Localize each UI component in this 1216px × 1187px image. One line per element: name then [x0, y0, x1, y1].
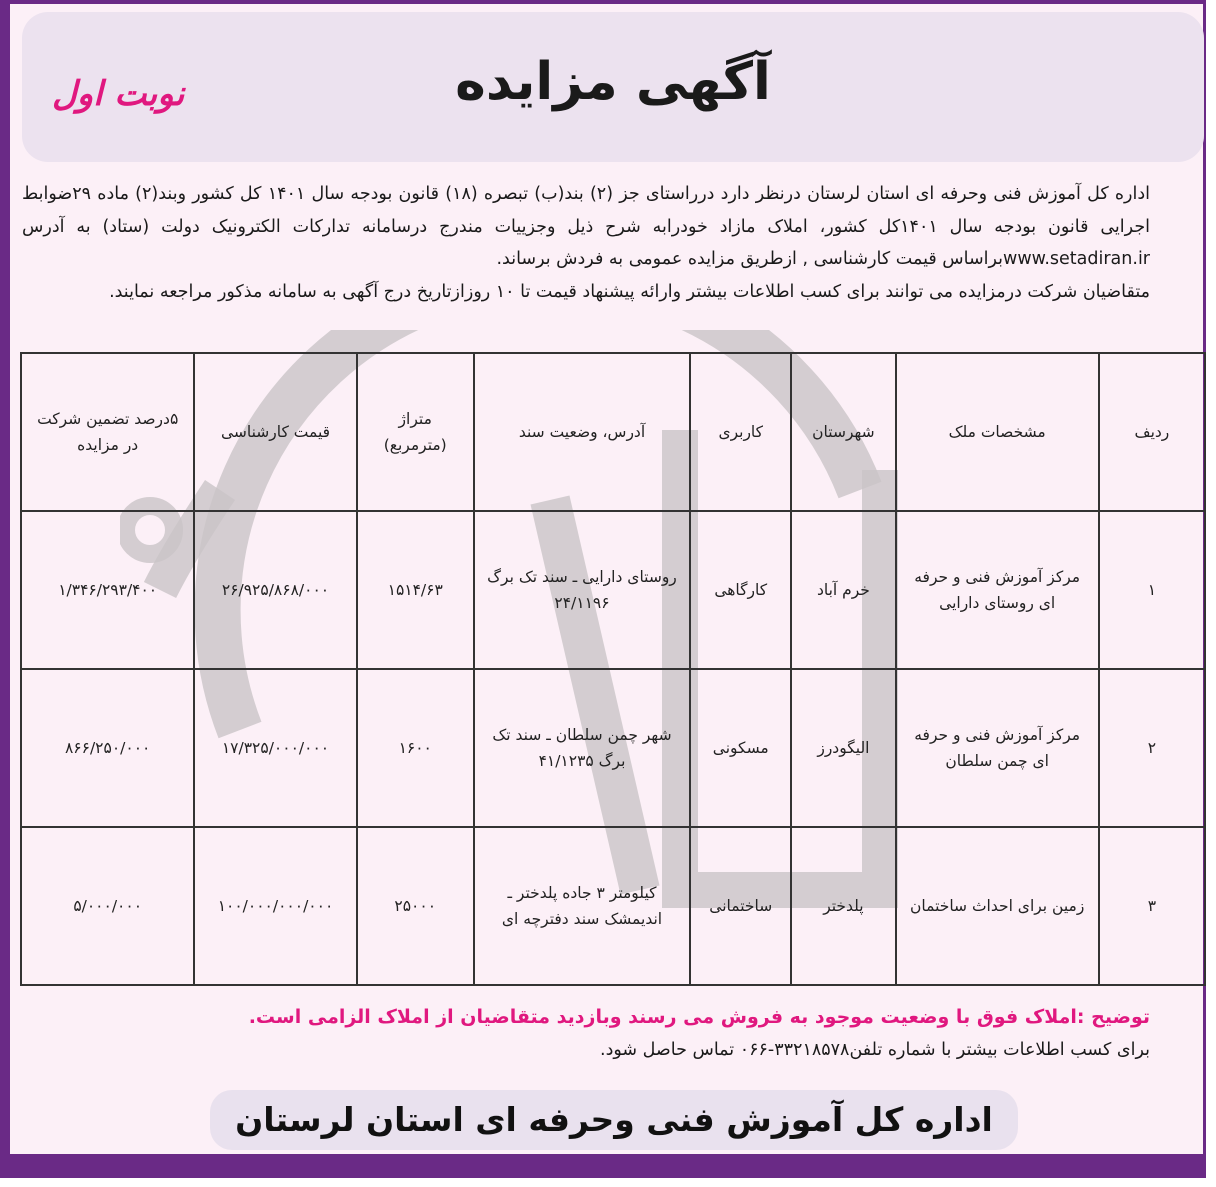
table-row [21, 669, 1205, 827]
cell-row-number: ۱ [1099, 511, 1205, 669]
header-city: شهرستان [791, 353, 895, 511]
cell-property: مرکز آموزش فنی و حرفه ای روستای دارایی [896, 511, 1099, 669]
cell-row-number: ۳ [1099, 827, 1205, 985]
cell-address: کیلومتر ۳ جاده پلدختر ـ اندیمشک سند دفترچه ای [474, 827, 690, 985]
organization-footer: اداره کل آموزش فنی وحرفه ای استان لرستان [210, 1090, 1018, 1150]
cell-deposit: ۵/۰۰۰/۰۰۰ [21, 827, 194, 985]
header-property: مشخصات ملک [896, 353, 1099, 511]
header-usage: کاربری [690, 353, 791, 511]
cell-price: ۱۷/۳۲۵/۰۰۰/۰۰۰ [194, 669, 356, 827]
cell-usage: مسکونی [690, 669, 791, 827]
cell-property: زمین برای احداث ساختمان [896, 827, 1099, 985]
header-row-number: ردیف [1099, 353, 1205, 511]
cell-area: ۱۶۰۰ [357, 669, 474, 827]
cell-property: مرکز آموزش فنی و حرفه ای چمن سلطان [896, 669, 1099, 827]
note-text: توضیح :املاک فوق با وضعیت موجود به فروش می رسند وبازدید متقاضیان از املاک الزامی است. [248, 1006, 1150, 1028]
header-address: آدرس، وضعیت سند [474, 353, 690, 511]
contact-text: برای کسب اطلاعات بیشتر با شماره تلفن۳۳۲۱۸۵۷۸-۰۶۶ تماس حاصل شود. [600, 1040, 1150, 1060]
ad-header [22, 12, 1204, 162]
header-deposit: ۵درصد تضمین شرکت در مزایده [21, 353, 194, 511]
cell-usage: ساختمانی [690, 827, 791, 985]
ad-title: آگهی مزایده [455, 52, 771, 112]
intro-paragraph-1: اداره کل آموزش فنی وحرفه ای استان لرستان درنظر دارد درراستای جز (۲) بند(ب) تبصره (۱۸) قانون بودجه سال ۱۴۰۱ کل کشور وبند(۲) ماده ۲۹ضوابط اجرایی قانون بودجه سال ۱۴۰۱کل کشور، املاک مازاد خودرابه شرح ذیل وجزییات مندرج درسامانه تدارکات الکترونیک دولت (ستاد) به آدرس www.setadiran.irبراساس قیمت کارشناسی , ازطریق مزایده عمومی به فردش برساند. [22, 184, 1151, 269]
cell-price: ۲۶/۹۲۵/۸۶۸/۰۰۰ [194, 511, 356, 669]
cell-area: ۱۵۱۴/۶۳ [357, 511, 474, 669]
table-row [21, 827, 1205, 985]
cell-area: ۲۵۰۰۰ [357, 827, 474, 985]
cell-row-number: ۲ [1099, 669, 1205, 827]
table-row [21, 511, 1205, 669]
intro-paragraph-2: متقاضیان شرکت درمزایده می توانند برای کسب اطلاعات بیشتر وارائه پیشنهاد قیمت تا ۱۰ روزازتاریخ درج آگهی به سامانه مذکور مراجعه نمایند. [109, 281, 1150, 302]
cell-usage: کارگاهی [690, 511, 791, 669]
cell-city: پلدختر [791, 827, 895, 985]
cell-deposit: ۱/۳۴۶/۲۹۳/۴۰۰ [21, 511, 194, 669]
table-header-row [21, 353, 1205, 511]
header-price: قیمت کارشناسی [194, 353, 356, 511]
cell-price: ۱۰۰/۰۰۰/۰۰۰/۰۰۰ [194, 827, 356, 985]
cell-address: شهر چمن سلطان ـ سند تک برگ ۴۱/۱۲۳۵ [474, 669, 690, 827]
cell-city: خرم آباد [791, 511, 895, 669]
intro-text [22, 178, 1150, 308]
properties-table [20, 352, 1206, 986]
cell-deposit: ۸۶۶/۲۵۰/۰۰۰ [21, 669, 194, 827]
cell-address: روستای دارایی ـ سند تک برگ ۲۴/۱۱۹۶ [474, 511, 690, 669]
round-label: نوبت اول [52, 74, 185, 114]
header-area: متراژ (مترمربع) [357, 353, 474, 511]
cell-city: الیگودرز [791, 669, 895, 827]
